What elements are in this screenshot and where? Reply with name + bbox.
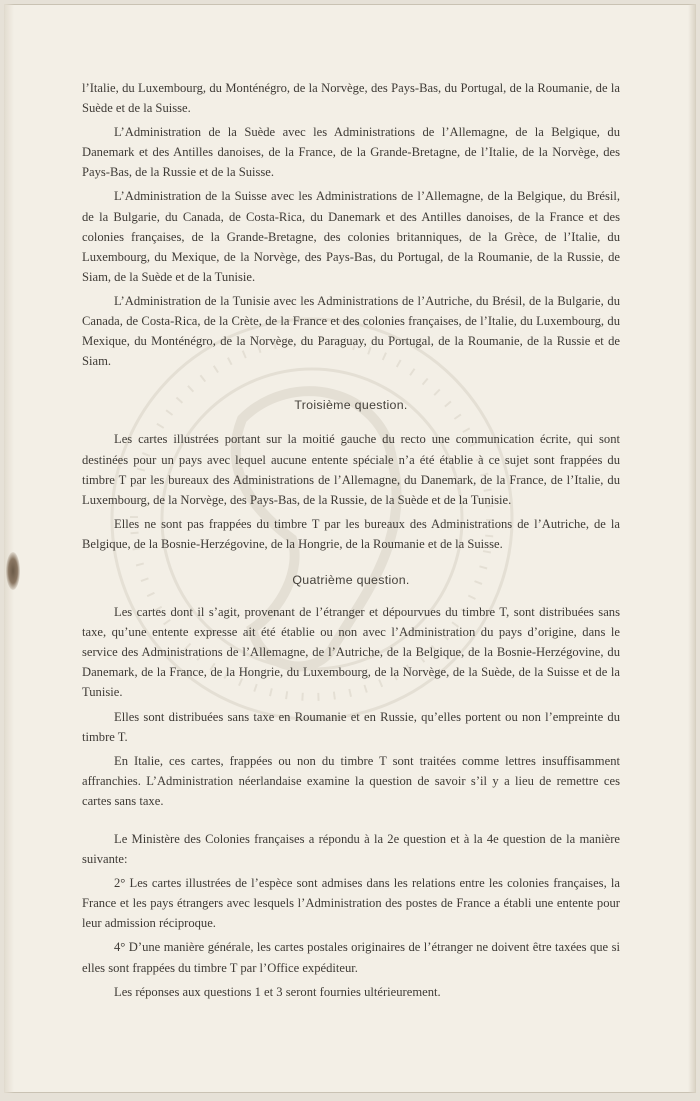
paragraph: L’Administration de la Suède avec les Administrations de l’Allemagne, de la Belgique, du Danemark et des Antilles danoises, de la France, de la Grande-Bretagne, de l’Italie, de la Norvège, des Pays-Bas, de la Russie et de la Suisse. xyxy=(82,125,620,180)
paper-stain xyxy=(6,552,20,590)
document-body xyxy=(82,78,620,1006)
paragraph: Les cartes dont il s’agit, provenant de l’étranger et dépourvues du timbre T, sont distribuées sans taxe, qu’une entente expresse ait été établie ou non avec l’Administration du pays d’origine, dans le service des Administrations de l’Allemagne, de l’Autriche, de la Belgique, de la Bosnie-Herzégovine, du Danemark, de la France, de la Hongrie, du Luxembourg, de la Norvège, de la Suède, de la Suisse et de la Tunisie. xyxy=(82,605,620,700)
document-page xyxy=(4,4,696,1093)
paragraph: Les réponses aux questions 1 et 3 seront fournies ultérieurement. xyxy=(114,984,441,999)
paragraph: En Italie, ces cartes, frappées ou non du timbre T sont traitées comme lettres insuffisamment affranchies. L’Administration néerlandaise examine la question de savoir s’il y a lieu de remettre ces cartes sans taxe. xyxy=(82,753,620,808)
paragraph: Elles sont distribuées sans taxe en Roumanie et en Russie, qu’elles portent ou non l’empreinte du timbre T. xyxy=(82,709,620,744)
paragraph: 4° D’une manière générale, les cartes postales originaires de l’étranger ne doivent être taxées que si elles sont frappées du timbre T par l’Office expéditeur. xyxy=(82,940,620,975)
page-edge-shadow xyxy=(688,4,696,1093)
section-heading-q4: Quatrième question. xyxy=(292,572,410,587)
paragraph: Elles ne sont pas frappées du timbre T par les bureaux des Administrations de l’Autriche, de la Belgique, de la Bosnie-Herzégovine, de la Hongrie, de la Roumanie et de la Suisse. xyxy=(82,516,620,551)
section-heading-q3: Troisième question. xyxy=(294,398,408,413)
paragraph: Les cartes illustrées portant sur la moitié gauche du recto une communication écrite, qui sont destinées pour un pays avec lequel aucune entente spéciale n’a été établie à ce sujet sont frappées du timbre T par les bureaux des Administrations de l’Allemagne, du Danemark, de la France, de l’Italie, du Luxembourg, de la Norvège, des Pays-Bas, de la Russie, de la Suède et de la Tunisie. xyxy=(82,432,620,507)
paragraph: l’Italie, du Luxembourg, du Monténégro, de la Norvège, des Pays-Bas, du Portugal, de la Roumanie, de la Suède et de la Suisse. xyxy=(82,81,620,116)
section-spacer xyxy=(82,815,620,829)
paragraph: L’Administration de la Tunisie avec les Administrations de l’Autriche, du Brésil, de la Bulgarie, du Canada, de Costa-Rica, de la Crète, de la France et des colonies françaises, de l’Italie, du Luxembourg, du Mexique, du Monténégro, de la Norvège, du Paraguay, du Portugal, de la Roumanie, de la Russie et de Siam. xyxy=(82,293,620,369)
paragraph: 2° Les cartes illustrées de l’espèce sont admises dans les relations entre les colonies françaises, la France et les pays étrangers avec lesquels l’Administration des postes de France a établi une entente pour leur admission réciproque. xyxy=(82,876,620,931)
paragraph: L’Administration de la Suisse avec les Administrations de l’Allemagne, de la Belgique, du Brésil, de la Bulgarie, du Canada, de Costa-Rica, du Danemark et des Antilles danoises, de la France et des colonies françaises, de la Grande-Bretagne, des colonies britanniques, de la Grèce, de l’Italie, du Luxembourg, du Mexique, de la Norvège, des Pays-Bas, du Portugal, de la Roumanie, de la Russie, de Siam, de la Suède et de la Tunisie. xyxy=(82,189,620,284)
page-edge-shadow xyxy=(4,4,14,1093)
paragraph: Le Ministère des Colonies françaises a répondu à la 2e question et à la 4e question de la manière suivante: xyxy=(82,832,620,867)
